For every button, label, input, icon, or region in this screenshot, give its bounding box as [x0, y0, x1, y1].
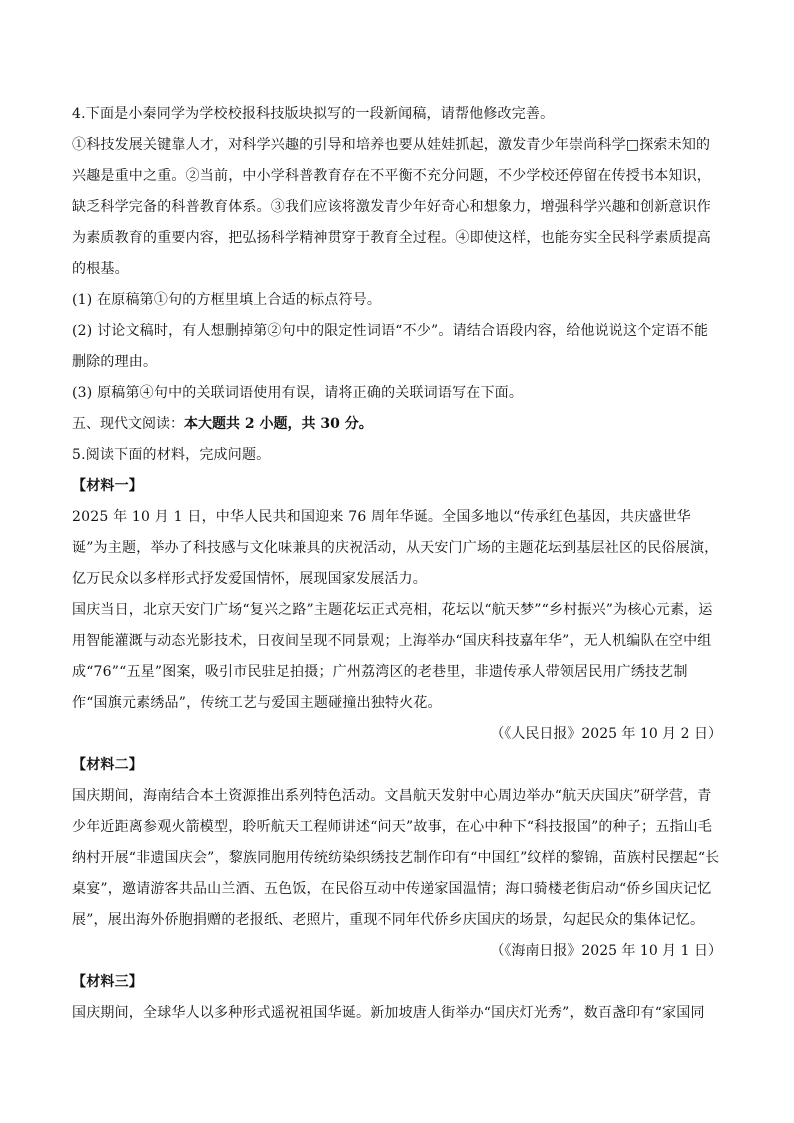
- q4-sub2: (2) 讨论文稿时，有人想删掉第②句中的限定性词语“不少”。请结合语段内容，给他说说这个定语不能删除的理由。: [72, 323, 709, 370]
- q5-stem: 5.阅读下面的材料，完成问题。: [72, 447, 271, 463]
- q4-passage: ①科技发展关键靠人才，对科学兴趣的引导和培养也要从娃娃抓起，激发青少年崇尚科学□探索未知的兴趣是重中之重。②当前，中小学科普教育存在不平衡不充分问题，不少学校还停留在传授书本知识，缺乏科学完备的科普教育体系。③我们应该将激发青少年好奇心和想象力，增强科学兴趣和创新意识作为素质教育的重要内容，把弘扬科学精神贯穿于教育全过程。④即使这样，也能夯实全民科学素质提高的根基。: [72, 137, 711, 277]
- section-5-prefix: 五、现代文阅读：: [72, 416, 184, 432]
- section-5-heading: [72, 409, 722, 440]
- material-1-paragraph-1: 2025 年 10 月 1 日，中华人民共和国迎来 76 周年华诞。全国多地以“传承红色基因，共庆盛世华诞”为主题，举办了科技感与文化味兼具的庆祝活动，从天安门广场的主题花坛到基层社区的民俗展演，亿万民众以多样形式抒发爱国情怀，展现国家发展活力。: [72, 509, 719, 587]
- q4-stem: 4.下面是小秦同学为学校校报科技版块拟写的一段新闻稿，请帮他修改完善。: [72, 106, 555, 122]
- document-content: [72, 99, 722, 1029]
- material-1-paragraph-2: 国庆当日，北京天安门广场“复兴之路”主题花坛正式亮相，花坛以“航天梦”“乡村振兴”为核心元素，运用智能灌溉与动态光影技术，日夜间呈现不同景观；上海举办“国庆科技嘉年华”，无人机编队在空中组成“76”“五星”图案，吸引市民驻足拍摄；广州荔湾区的老巷里，非遗传承人带领居民用广绣技艺制作“国旗元素绣品”，传统工艺与爱国主题碰撞出独特火花。: [72, 602, 713, 711]
- material-3-paragraph-1: 国庆期间，全球华人以多种形式遥祝祖国华诞。新加坡唐人街举办“国庆灯光秀”，数百盏印有“家国同: [72, 1005, 705, 1021]
- material-2-source: （《海南日报》2025 年 10 月 1 日）: [490, 943, 722, 959]
- material-1-source: （《人民日报》2025 年 10 月 2 日）: [490, 726, 722, 742]
- q4-sub3: (3) 原稿第④句中的关联词语使用有误，请将正确的关联词语写在下面。: [72, 385, 524, 401]
- material-2-paragraph-1: 国庆期间，海南结合本土资源推出系列特色活动。文昌航天发射中心周边举办“航天庆国庆”研学营，青少年近距离参观火箭模型，聆听航天工程师讲述“问天”故事，在心中种下“科技报国”的种子；五指山毛纳村开展“非遗国庆会”，黎族同胞用传统纺染织绣技艺制作印有“中国红”纹样的黎锦，苗族村民摆起“长桌宴”，邀请游客共品山兰酒、五色饭，在民俗互动中传递家国温情；海口骑楼老街启动“侨乡国庆记忆展”，展出海外侨胞捐赠的老报纸、老照片，重现不同年代侨乡庆国庆的场景，勾起民众的集体记忆。: [72, 788, 720, 928]
- section-5-bold-text: 本大题共 2 小题，共 30 分。: [184, 416, 373, 432]
- material-3-title: 【材料三】: [72, 974, 143, 990]
- material-2-title: 【材料二】: [72, 757, 143, 773]
- q4-sub1: (1) 在原稿第①句的方框里填上合适的标点符号。: [72, 292, 382, 308]
- material-1-title: 【材料一】: [72, 478, 143, 494]
